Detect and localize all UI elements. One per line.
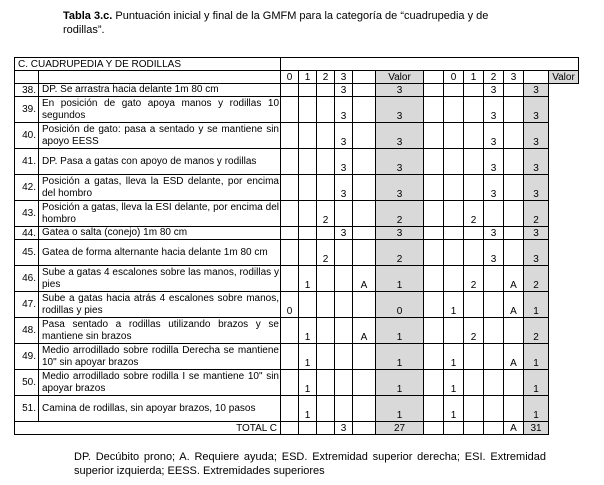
- score-cell-fa: [504, 370, 524, 396]
- score-cell-f2: 2: [464, 318, 484, 344]
- score-cell-f2: [464, 84, 484, 97]
- total-row: [15, 422, 579, 435]
- score-cell-iv: 2: [376, 201, 424, 227]
- item-description: Posición a gatas, lleva la ESI delante, por encima del hombro: [39, 201, 281, 227]
- score-cell-f3: 3: [484, 97, 504, 123]
- score-cell-i3: 3: [335, 227, 353, 240]
- score-cell-ia: [353, 123, 376, 149]
- score-cell-f0: [424, 292, 444, 318]
- score-cell-i0: [281, 240, 299, 266]
- score-cell-iv: 3: [376, 123, 424, 149]
- score-cell-i0: [281, 84, 299, 97]
- initial-score-0-header: 0: [281, 71, 299, 84]
- score-cell-i2: [317, 227, 335, 240]
- item-description: Sube a gatas hacia atrás 4 escalones sobre manos, rodillas y pies: [39, 292, 281, 318]
- final-score-3-header: 3: [504, 71, 524, 84]
- score-cell-i1: [299, 84, 317, 97]
- total-cell-i3: 3: [335, 422, 353, 435]
- score-cell-i3: [335, 292, 353, 318]
- table-row: [15, 97, 579, 123]
- item-number: 50.: [15, 370, 39, 396]
- score-cell-ia: [353, 396, 376, 422]
- score-cell-fv: 2: [524, 201, 549, 227]
- score-cell-i3: 3: [335, 123, 353, 149]
- score-cell-f0: [424, 240, 444, 266]
- item-number: 41.: [15, 149, 39, 175]
- score-cell-f1: [444, 266, 464, 292]
- score-cell-iv: 2: [376, 240, 424, 266]
- score-cell-f2: 2: [464, 266, 484, 292]
- score-cell-ia: [353, 97, 376, 123]
- score-cell-fv: 1: [524, 396, 549, 422]
- score-cell-i1: [299, 175, 317, 201]
- item-description: Medio arrodillado sobre rodilla I se mantiene 10" sin apoyar brazos: [39, 370, 281, 396]
- item-number: 49.: [15, 344, 39, 370]
- initial-score-2-header: 2: [317, 71, 335, 84]
- score-cell-i1: 1: [299, 318, 317, 344]
- score-cell-f1: [444, 240, 464, 266]
- score-cell-f1: [444, 201, 464, 227]
- table-row: [15, 292, 579, 318]
- score-cell-fa: [504, 175, 524, 201]
- final-value-header: Valor: [549, 71, 579, 84]
- score-cell-f3: [484, 396, 504, 422]
- score-cell-iv: 0: [376, 292, 424, 318]
- score-cell-f1: [444, 84, 464, 97]
- score-cell-ia: A: [353, 266, 376, 292]
- score-cell-fv: 3: [524, 123, 549, 149]
- table-legend: DP. Decúbito prono; A. Requiere ayuda; ESD. Extremidad superior derecha; ESI. Extremidad superior izquierda; EESS. Extremidades superiores: [74, 451, 546, 477]
- score-cell-i0: [281, 201, 299, 227]
- score-cell-f2: [464, 344, 484, 370]
- score-cell-i2: [317, 370, 335, 396]
- score-cell-i0: [281, 227, 299, 240]
- score-cell-i2: [317, 344, 335, 370]
- score-cell-f1: [444, 97, 464, 123]
- score-cell-i1: [299, 240, 317, 266]
- table-row: [15, 266, 579, 292]
- caption-text-continued: rodillas”.: [63, 24, 105, 36]
- score-cell-fa: [504, 97, 524, 123]
- score-cell-f3: 3: [484, 175, 504, 201]
- score-cell-i1: 1: [299, 344, 317, 370]
- item-description: DP. Pasa a gatas con apoyo de manos y rodillas: [39, 149, 281, 175]
- score-cell-ia: [353, 201, 376, 227]
- section-title: C. CUADRUPEDIA Y DE RODILLAS: [15, 58, 281, 71]
- score-cell-i2: 2: [317, 240, 335, 266]
- score-cell-fv: 1: [524, 370, 549, 396]
- item-number: 42.: [15, 175, 39, 201]
- score-cell-i2: [317, 97, 335, 123]
- item-description: Posición de gato: pasa a sentado y se mantiene sin apoyo EESS: [39, 123, 281, 149]
- item-number: 46.: [15, 266, 39, 292]
- score-cell-f2: 2: [464, 201, 484, 227]
- score-cell-i3: 3: [335, 84, 353, 97]
- total-label: TOTAL C: [15, 422, 281, 435]
- item-number: 48.: [15, 318, 39, 344]
- item-number: 51.: [15, 396, 39, 422]
- final-score-0-header: 0: [444, 71, 464, 84]
- score-cell-i0: [281, 266, 299, 292]
- final-score-2-header: 2: [484, 71, 504, 84]
- item-description: Camina de rodillas, sin apoyar brazos, 10 pasos: [39, 396, 281, 422]
- score-cell-f1: 1: [444, 292, 464, 318]
- score-cell-ia: A: [353, 318, 376, 344]
- score-cell-fa: [504, 149, 524, 175]
- score-cell-i1: 1: [299, 370, 317, 396]
- score-cell-iv: 1: [376, 370, 424, 396]
- score-cell-i1: 1: [299, 396, 317, 422]
- score-cell-i3: [335, 266, 353, 292]
- score-cell-i0: [281, 344, 299, 370]
- score-cell-iv: 3: [376, 97, 424, 123]
- score-cell-ia: [353, 175, 376, 201]
- score-cell-f0: [424, 266, 444, 292]
- item-description: Sube a gatas 4 escalones sobre las manos, rodillas y pies: [39, 266, 281, 292]
- score-cell-f0: [424, 396, 444, 422]
- score-cell-i2: [317, 149, 335, 175]
- table-row: [15, 149, 579, 175]
- score-cell-ia: [353, 370, 376, 396]
- score-cell-fa: [504, 123, 524, 149]
- item-number: 43.: [15, 201, 39, 227]
- score-cell-f2: [464, 292, 484, 318]
- score-cell-fa: [504, 227, 524, 240]
- score-cell-f1: 1: [444, 344, 464, 370]
- initial-score-1-header: 1: [299, 71, 317, 84]
- score-cell-f3: 3: [484, 84, 504, 97]
- score-cell-f0: [424, 123, 444, 149]
- score-cell-fv: 3: [524, 97, 549, 123]
- score-cell-iv: 3: [376, 227, 424, 240]
- score-cell-i2: [317, 175, 335, 201]
- score-cell-f3: [484, 370, 504, 396]
- initial-value-header: Valor: [376, 71, 424, 84]
- score-cell-i0: [281, 370, 299, 396]
- score-cell-fa: [504, 396, 524, 422]
- score-cell-i1: [299, 123, 317, 149]
- total-cell-i2: [317, 422, 335, 435]
- score-cell-i0: 0: [281, 292, 299, 318]
- score-cell-iv: 3: [376, 175, 424, 201]
- score-cell-i1: [299, 149, 317, 175]
- table-row: [15, 201, 579, 227]
- score-cell-f3: [484, 318, 504, 344]
- score-cell-f1: [444, 123, 464, 149]
- total-cell-f2: [464, 422, 484, 435]
- score-cell-i3: [335, 240, 353, 266]
- item-number: 38.: [15, 84, 39, 97]
- table-row: [15, 396, 579, 422]
- table-row: [15, 123, 579, 149]
- score-cell-iv: 3: [376, 149, 424, 175]
- score-cell-fa: [504, 318, 524, 344]
- score-cell-i0: [281, 396, 299, 422]
- score-cell-fa: [504, 201, 524, 227]
- item-number: 45.: [15, 240, 39, 266]
- score-cell-i1: [299, 97, 317, 123]
- item-number: 40.: [15, 123, 39, 149]
- table-row: [15, 84, 579, 97]
- score-cell-f3: [484, 344, 504, 370]
- score-cell-i3: [335, 396, 353, 422]
- score-cell-ia: [353, 149, 376, 175]
- score-cell-i3: [335, 370, 353, 396]
- score-cell-fv: 1: [524, 344, 549, 370]
- item-description: DP. Se arrastra hacia delante 1m 80 cm: [39, 84, 281, 97]
- score-cell-i3: 3: [335, 97, 353, 123]
- total-cell-iv: 27: [376, 422, 424, 435]
- score-cell-ia: [353, 240, 376, 266]
- score-cell-f2: [464, 240, 484, 266]
- score-cell-i2: [317, 84, 335, 97]
- score-cell-i1: 1: [299, 266, 317, 292]
- item-description: Medio arrodillado sobre rodilla Derecha se mantiene 10" sin apoyar brazos: [39, 344, 281, 370]
- score-cell-f1: 1: [444, 396, 464, 422]
- score-cell-f3: 3: [484, 123, 504, 149]
- gmfm-table: [14, 57, 579, 435]
- score-cell-i0: [281, 149, 299, 175]
- initial-score-3-header: 3: [335, 71, 353, 84]
- score-cell-i2: 2: [317, 201, 335, 227]
- score-cell-fa: A: [504, 292, 524, 318]
- score-cell-f0: [424, 344, 444, 370]
- score-cell-iv: 1: [376, 318, 424, 344]
- score-cell-fa: A: [504, 266, 524, 292]
- score-cell-f1: [444, 227, 464, 240]
- score-cell-f2: [464, 123, 484, 149]
- table-caption: [63, 9, 551, 37]
- table-row: [15, 344, 579, 370]
- score-cell-fa: [504, 84, 524, 97]
- score-cell-f0: [424, 175, 444, 201]
- score-cell-fv: 2: [524, 318, 549, 344]
- score-cell-fv: 1: [524, 292, 549, 318]
- score-cell-f1: [444, 149, 464, 175]
- score-cell-f0: [424, 97, 444, 123]
- final-score-1-header: 1: [464, 71, 484, 84]
- table-row: [15, 318, 579, 344]
- score-cell-f3: [484, 201, 504, 227]
- score-cell-i3: [335, 344, 353, 370]
- score-cell-f3: [484, 292, 504, 318]
- score-cell-i2: [317, 266, 335, 292]
- score-cell-iv: 1: [376, 266, 424, 292]
- item-number: 39.: [15, 97, 39, 123]
- total-cell-f3: [484, 422, 504, 435]
- score-cell-f0: [424, 201, 444, 227]
- score-cell-fa: [504, 240, 524, 266]
- item-number: 47.: [15, 292, 39, 318]
- score-cell-fv: 3: [524, 175, 549, 201]
- score-cell-f2: [464, 97, 484, 123]
- item-description: Gatea o salta (conejo) 1m 80 cm: [39, 227, 281, 240]
- score-cell-f2: [464, 396, 484, 422]
- score-cell-i1: [299, 227, 317, 240]
- score-cell-f0: [424, 227, 444, 240]
- score-cell-i3: 3: [335, 175, 353, 201]
- score-cell-fa: A: [504, 344, 524, 370]
- total-cell-f1: [444, 422, 464, 435]
- score-cell-i2: [317, 123, 335, 149]
- total-cell-i1: [299, 422, 317, 435]
- score-cell-f3: 3: [484, 240, 504, 266]
- score-cell-ia: [353, 227, 376, 240]
- item-description: Posición a gatas, lleva la ESD delante, por encima del hombro: [39, 175, 281, 201]
- score-cell-i1: [299, 201, 317, 227]
- score-cell-iv: 3: [376, 84, 424, 97]
- caption-text: Puntuación inicial y final de la GMFM para la categoría de “cuadrupedia y de: [115, 10, 489, 22]
- score-cell-f3: [484, 266, 504, 292]
- score-cell-f2: [464, 227, 484, 240]
- score-cell-i0: [281, 318, 299, 344]
- score-cell-f3: 3: [484, 227, 504, 240]
- score-cell-i3: 3: [335, 149, 353, 175]
- score-cell-f2: [464, 149, 484, 175]
- score-cell-f1: [444, 318, 464, 344]
- score-cell-f0: [424, 370, 444, 396]
- score-cell-f0: [424, 318, 444, 344]
- total-cell-f0: [424, 422, 444, 435]
- score-cell-i0: [281, 123, 299, 149]
- score-cell-fv: 3: [524, 227, 549, 240]
- score-cell-i2: [317, 318, 335, 344]
- table-row: [15, 240, 579, 266]
- score-cell-fv: 3: [524, 240, 549, 266]
- score-cell-f1: 1: [444, 370, 464, 396]
- score-cell-f2: [464, 175, 484, 201]
- score-cell-f3: 3: [484, 149, 504, 175]
- score-cell-iv: 1: [376, 396, 424, 422]
- caption-label: Tabla 3.c.: [63, 10, 113, 22]
- score-cell-i3: [335, 201, 353, 227]
- item-number: 44.: [15, 227, 39, 240]
- score-cell-ia: [353, 344, 376, 370]
- table-row: [15, 175, 579, 201]
- score-cell-f1: [444, 175, 464, 201]
- total-cell-ia: [353, 422, 376, 435]
- score-cell-iv: 1: [376, 344, 424, 370]
- score-cell-fv: 3: [524, 149, 549, 175]
- score-cell-i0: [281, 175, 299, 201]
- score-cell-i3: [335, 318, 353, 344]
- score-cell-f0: [424, 149, 444, 175]
- score-cell-fv: 3: [524, 84, 549, 97]
- score-cell-fv: 2: [524, 266, 549, 292]
- item-description: Gatea de forma alternante hacia delante 1m 80 cm: [39, 240, 281, 266]
- item-description: En posición de gato apoya manos y rodillas 10 segundos: [39, 97, 281, 123]
- score-cell-ia: [353, 84, 376, 97]
- total-cell-i0: [281, 422, 299, 435]
- score-cell-ia: [353, 292, 376, 318]
- score-cell-i1: [299, 292, 317, 318]
- score-cell-f0: [424, 84, 444, 97]
- item-description: Pasa sentado a rodillas utilizando brazos y se mantiene sin brazos: [39, 318, 281, 344]
- total-cell-fv: 31: [524, 422, 549, 435]
- table-row: [15, 370, 579, 396]
- score-cell-f2: [464, 370, 484, 396]
- score-cell-i0: [281, 97, 299, 123]
- total-cell-fa: A: [504, 422, 524, 435]
- score-cell-i2: [317, 292, 335, 318]
- table-row: [15, 227, 579, 240]
- score-cell-i2: [317, 396, 335, 422]
